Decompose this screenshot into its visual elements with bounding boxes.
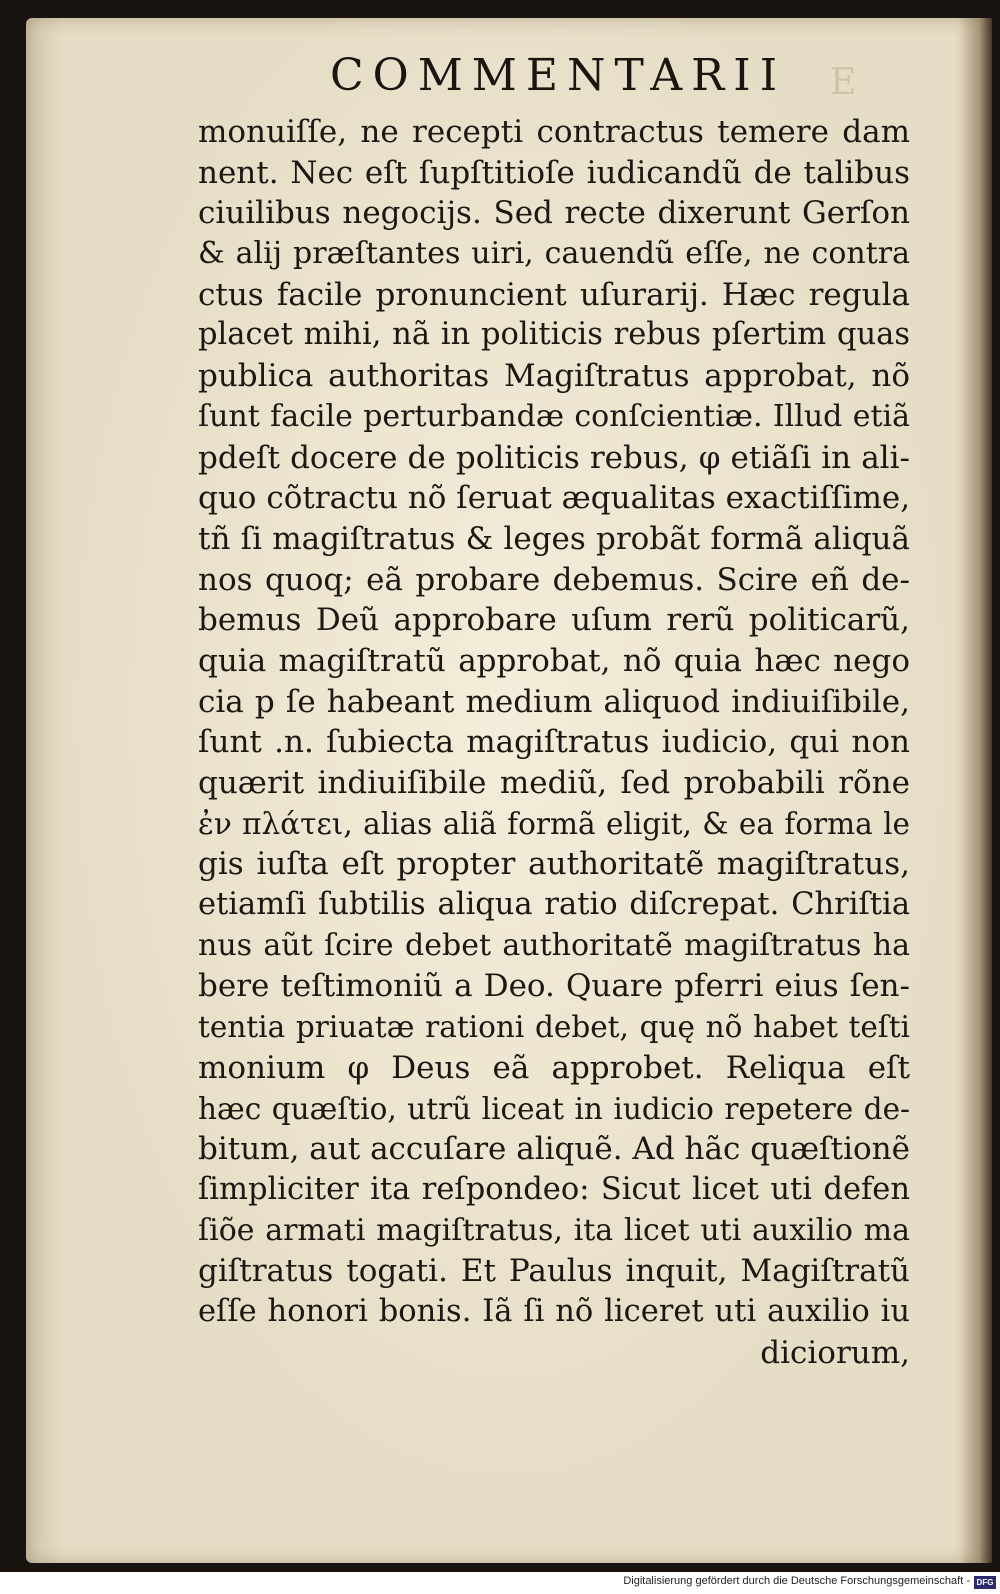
text-line: giſtratus togati. Et Paulus inquit, Magiſtratũ (198, 1253, 910, 1290)
text-line: ctus facile pronuncient uſurarij. Hæc regula (198, 276, 910, 313)
text-line: monium φ Deus eã approbet. Reliqua eſt (198, 1049, 910, 1086)
text-line: nus aũt ſcire debet authoritatẽ magiſtratus ha (198, 927, 910, 963)
text-line: ſunt facile perturbandæ conſcientiæ. Illud etiã (198, 398, 910, 434)
text-line: cia p ſe habeant medium aliquod indiuiſibile, (198, 683, 910, 720)
body-text (198, 112, 910, 1373)
text-line: pdeſt docere de politicis rebus, φ etiãſi in ali- (198, 439, 910, 476)
text-line: tñ ſi magiſtratus & leges probãt formã aliquã (198, 520, 910, 557)
text-line: quærit indiuiſibile mediũ, ſed probabili rõne (198, 765, 910, 801)
text-line: bemus Deũ approbare uſum rerũ politicarũ, (198, 602, 910, 639)
text-line: ſimpliciter ita reſpondeo: Sicut licet uti defen (198, 1171, 910, 1207)
text-line: tentia priuatæ rationi debet, quę nõ habet teſti (198, 1010, 910, 1045)
text-line: bere teſtimoniũ a Deo. Quare pferri eius ſen- (198, 968, 910, 1005)
funding-credit: Digitalisierung gefördert durch die Deutsche Forschungsgemeinschaft - (623, 1575, 970, 1587)
text-line: gis iuſta eſt propter authoritatẽ magiſtratus, (198, 846, 910, 883)
text-line: nos quoq; eã probare debemus. Scire eñ de- (198, 561, 910, 598)
text-line: nent. Nec eſt ſupſtitioſe iudicandũ de talibus (198, 154, 910, 191)
bleed-through-text: E (830, 62, 865, 103)
text-line: etiamſi ſubtilis aliqua ratio diſcrepat. Chriſtia (198, 887, 910, 923)
text-line: quia magiſtratũ approbat, nõ quia hæc nego (198, 642, 910, 679)
running-head: COMMENTARII (330, 50, 787, 101)
text-line: quo cõtractu nõ ſeruat æqualitas exactiſſime, (198, 480, 911, 517)
text-line: ciuilibus negocijs. Sed recte dixerunt Gerſon (198, 195, 910, 232)
page-edge-shadow (960, 18, 992, 1563)
text-line: & alij præſtantes uiri, cauendũ eſſe, ne contra (198, 236, 910, 272)
text-line: ſiõe armati magiſtratus, ita licet uti auxilio ma (198, 1212, 910, 1248)
text-line: placet mihi, nã in politicis rebus pſertim quas (198, 317, 910, 353)
text-line: hæc quæſtio, utrũ liceat in iudicio repetere de- (198, 1091, 910, 1126)
text-line: ἐν πλάτει, alias aliã formã eligit, & ea forma le (198, 806, 910, 841)
catchword: diciorum, (760, 1334, 910, 1371)
text-line: monuiſſe, ne recepti contractus temere dam (198, 114, 910, 150)
digitization-footer (0, 1572, 1000, 1594)
text-line: publica authoritas Magiſtratus approbat, nõ (198, 358, 910, 395)
text-line: ſunt .n. ſubiecta magiſtratus iudicio, qui non (198, 724, 910, 761)
dfg-logo: DFG (974, 1576, 996, 1589)
text-line: bitum, aut accuſare aliquẽ. Ad hãc quæſtionẽ (198, 1131, 910, 1168)
text-line: eſſe honori bonis. Iã ſi nõ liceret uti auxilio iu (198, 1293, 910, 1329)
